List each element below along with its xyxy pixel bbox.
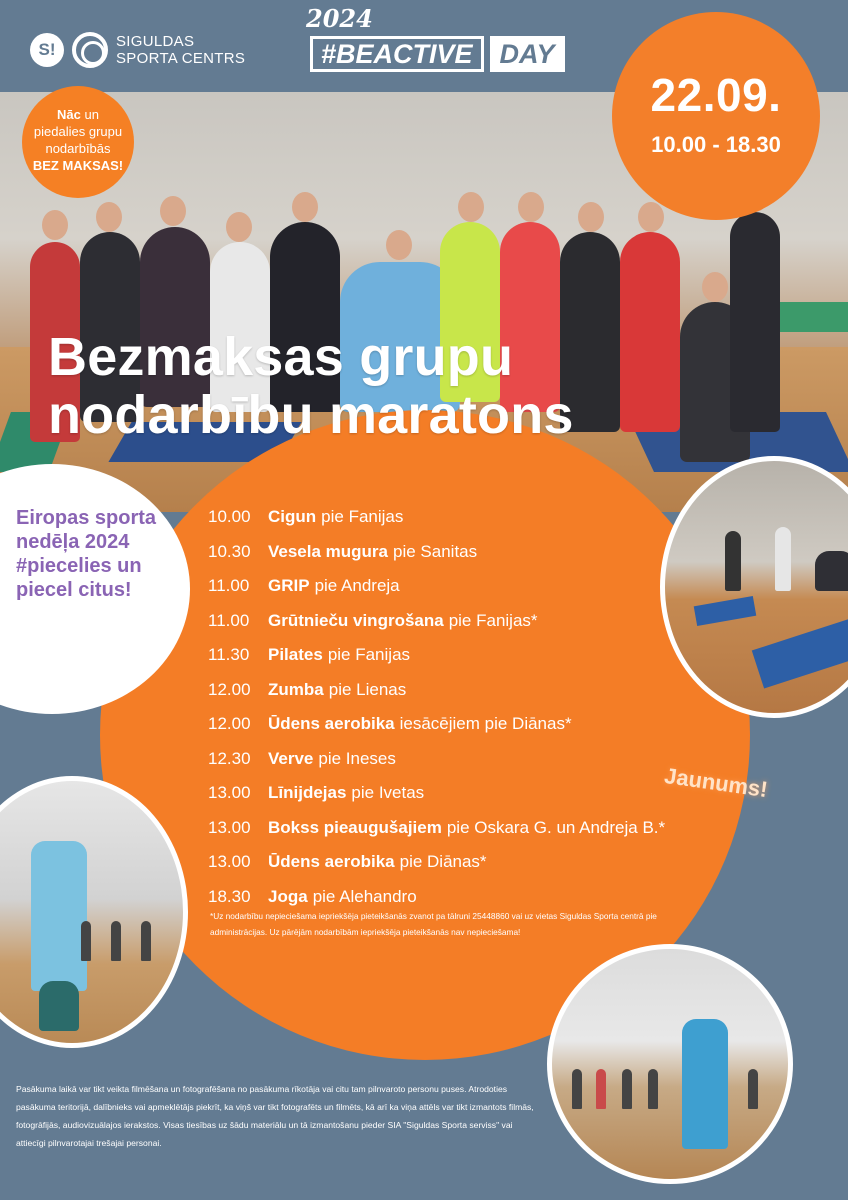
schedule-row: [208, 707, 748, 742]
person-head: [96, 202, 122, 232]
class-name: Ūdens aerobika: [268, 714, 395, 734]
logo-line-2: SPORTA CENTRS: [116, 50, 246, 67]
class-name: Bokss pieaugušajiem: [268, 817, 442, 837]
promo-text: un piedalies grupu nodarbībās: [33, 107, 123, 156]
filming-disclaimer: Pasākuma laikā var tikt veikta filmēšana un fotografēšana no pasākuma rīkotāja vai citu tam pilnvaroto personu puses. Atrodoties pasākuma teritorijā, dalībnieks vai apmeklētājs piekrīt, ka viņš var tikt fotografēts un filmēts, kā arī ka viņa attēls var tikt izmantots filmās, fotogrāfijās, audiovizuālajos ierakstos. Visas tiesības uz šādu materiālu un tā izmantošanu pieder SIA "Siguldas Sporta serviss" vai attiecīgi pilnvarotajai trešajai personai.: [16, 1084, 534, 1148]
schedule-row: [208, 604, 748, 639]
instructor: pie Sanitas: [393, 541, 478, 561]
date-circle: [612, 12, 820, 220]
schedule-time: 12.00: [208, 679, 251, 699]
schedule-row: [208, 638, 748, 673]
person-head: [518, 192, 544, 222]
schedule-list: [208, 500, 748, 914]
sports-centre-logo[interactable]: [30, 32, 245, 68]
instructor: pie Fanijas: [321, 507, 404, 527]
title-line-1: Bezmaksas grupu: [48, 327, 514, 387]
title-line-2: nodarbību maratons: [48, 385, 574, 445]
schedule-time: 13.00: [208, 783, 251, 803]
person-head: [386, 230, 412, 260]
class-name: Joga: [268, 886, 308, 906]
promo-circle: [22, 86, 134, 198]
schedule-row: [208, 673, 748, 708]
instructor: pie Fanijas: [327, 645, 411, 665]
class-name: Cigun: [268, 507, 317, 527]
photo-figure: [622, 1069, 632, 1109]
person-head: [226, 212, 252, 242]
schedule-row: [208, 500, 748, 535]
photo-figure: [815, 551, 848, 591]
photo-figure: [141, 921, 151, 961]
class-name: Verve: [268, 748, 314, 768]
schedule-row: [208, 845, 748, 880]
trainer-figure: [682, 1019, 728, 1149]
person-head: [458, 192, 484, 222]
new-label: Jaunums!: [662, 762, 770, 803]
photo-figure: [775, 527, 791, 591]
logo-text: [116, 33, 245, 67]
logo-ring-icon: [72, 32, 108, 68]
schedule-time: 11.00: [208, 610, 250, 630]
photo-figure: [572, 1069, 582, 1109]
beactive-day-badge: [306, 4, 578, 76]
person-head: [578, 202, 604, 232]
schedule-time: 18.30: [208, 886, 251, 906]
instructor: pie Fanijas*: [448, 610, 538, 630]
promo-bold-1: Nāc: [57, 107, 81, 122]
trainer-figure: [31, 841, 87, 991]
photo-figure: [81, 921, 91, 961]
class-name: GRIP: [268, 576, 310, 596]
promo-bold-2: BEZ MAKSAS!: [32, 158, 124, 173]
schedule-row: [208, 535, 748, 570]
logo-line-1: SIGULDAS: [116, 33, 195, 50]
instructor: pie Ineses: [318, 748, 396, 768]
registration-footnote: *Uz nodarbību nepieciešama iepriekšēja pieteikšanās zvanot pa tālruni 25448860 vai uz vietas Siguldas Sporta centrā pie administrācijas. Uz pārējām nodarbībām iepriekšēja pieteikšanās nav nepieciešama!: [210, 911, 657, 937]
instructor: pie Ivetas: [351, 783, 425, 803]
photo-figure: [648, 1069, 658, 1109]
photo-mat: [752, 613, 848, 688]
beactive-hashtag: #BEACTIVE: [310, 36, 484, 72]
instructor: pie Andreja: [314, 576, 400, 596]
beactive-year: 2024: [306, 4, 373, 33]
zumba-class-photo: [547, 944, 793, 1184]
logo-s-badge: S!: [30, 33, 64, 67]
class-name: Līnijdejas: [268, 783, 347, 803]
person-head: [292, 192, 318, 222]
schedule-row: [208, 811, 748, 846]
beactive-tag: [310, 36, 565, 72]
class-name: Zumba: [268, 679, 324, 699]
event-date: 22.09.: [650, 69, 782, 121]
person-head: [702, 272, 728, 302]
schedule-time: 12.30: [208, 748, 251, 768]
schedule-time: 10.00: [208, 507, 251, 527]
instructor: iesācējiem pie Diānas*: [399, 714, 572, 734]
person-figure: [730, 212, 780, 432]
photo-figure: [111, 921, 121, 961]
event-time: 10.00 - 18.30: [651, 132, 781, 157]
schedule-time: 11.30: [208, 645, 250, 665]
person-head: [160, 196, 186, 226]
person-figure: [620, 232, 680, 432]
instructor: pie Alehandro: [312, 886, 417, 906]
schedule-time: 13.00: [208, 852, 251, 872]
class-name: Vesela mugura: [268, 541, 389, 561]
instructor: pie Diānas*: [399, 852, 487, 872]
photo-figure: [596, 1069, 606, 1109]
class-name: Ūdens aerobika: [268, 852, 395, 872]
beactive-day: DAY: [490, 36, 565, 72]
person-head: [638, 202, 664, 232]
person-head: [42, 210, 68, 240]
schedule-row: [208, 569, 748, 604]
photo-figure: [748, 1069, 758, 1109]
schedule-time: 13.00: [208, 817, 251, 837]
schedule-time: 10.30: [208, 541, 251, 561]
schedule-time: 12.00: [208, 714, 251, 734]
class-name: Pilates: [268, 645, 323, 665]
trainer-figure: [39, 981, 79, 1031]
schedule-time: 11.00: [208, 576, 250, 596]
class-name: Grūtnieču vingrošana: [268, 610, 444, 630]
page-title: [48, 328, 574, 444]
instructor: pie Oskara G. un Andreja B.*: [446, 817, 666, 837]
sport-week-text: Eiropas sporta nedēļa 2024 #piecelies un piecel citus!: [16, 507, 157, 601]
instructor: pie Lienas: [328, 679, 407, 699]
